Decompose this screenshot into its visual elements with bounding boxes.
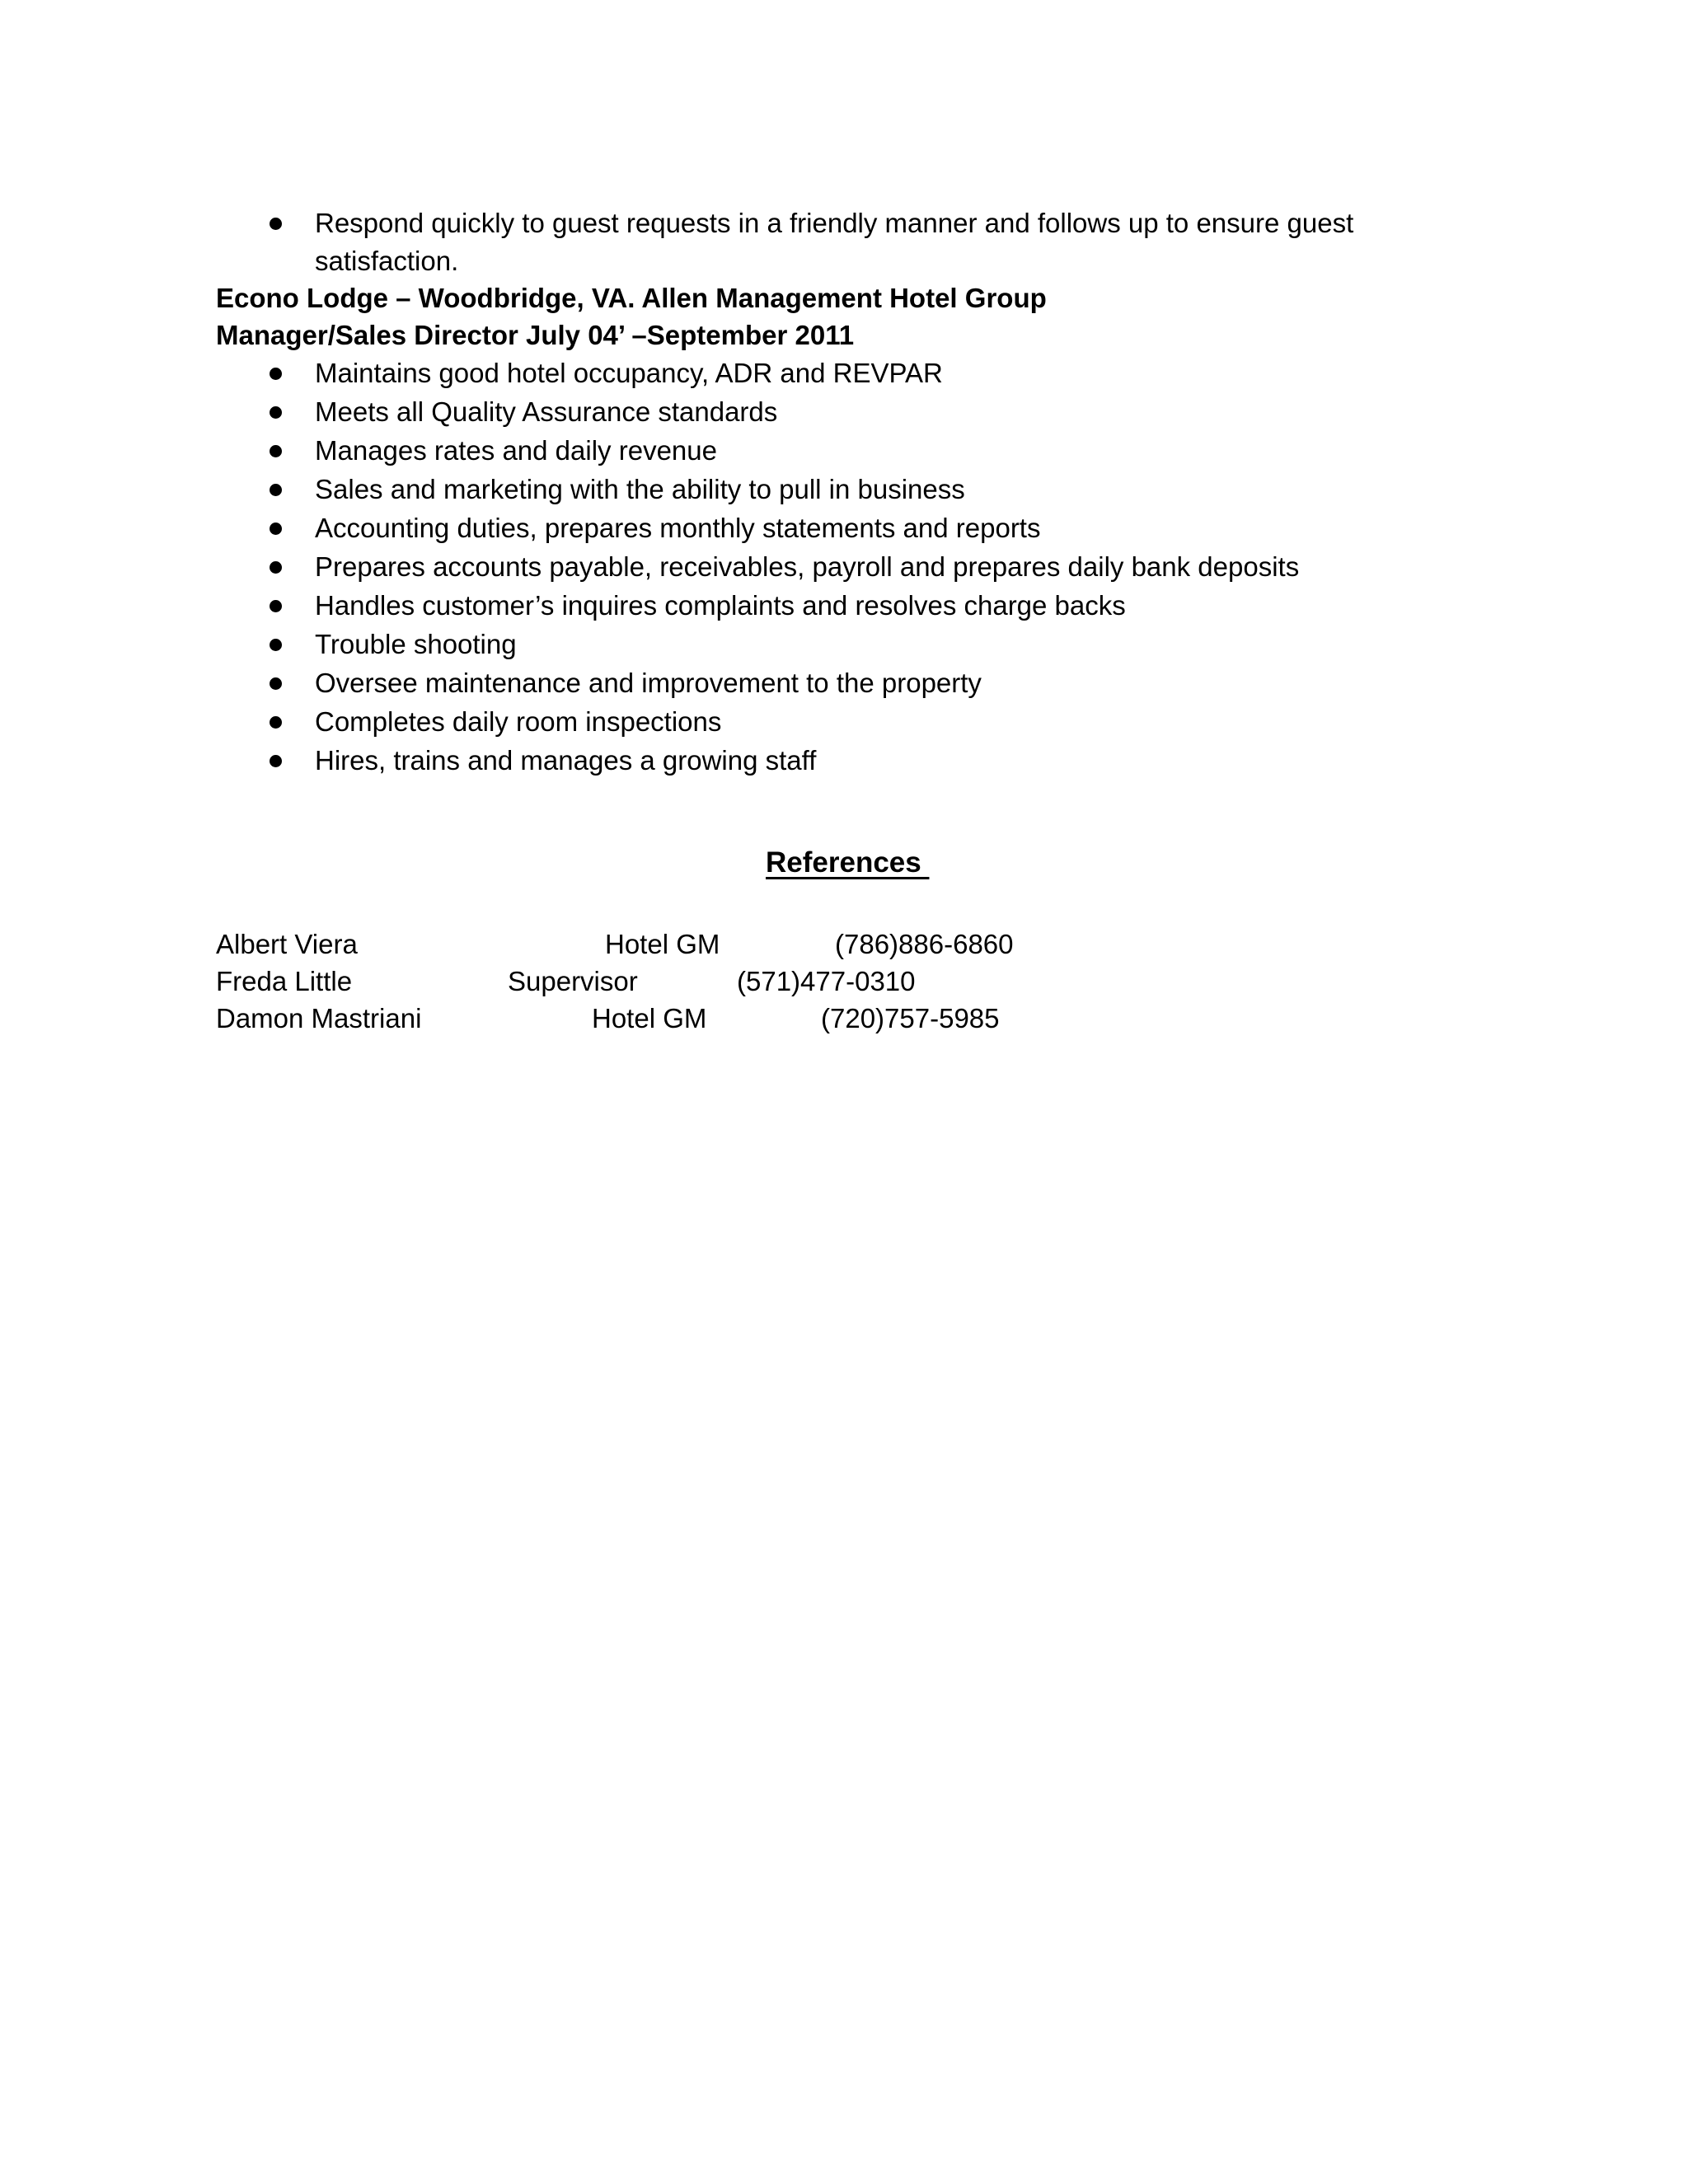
- bullet-text: Trouble shooting: [315, 629, 517, 659]
- bullet-icon: [270, 600, 282, 612]
- bullet-text: Handles customer’s inquires complaints and resolves charge backs: [315, 590, 1126, 621]
- bullet-icon: [270, 561, 282, 574]
- bullet-text: Completes daily room inspections: [315, 706, 722, 737]
- reference-name: Freda Little: [216, 966, 353, 996]
- bullet-text: Manages rates and daily revenue: [315, 435, 717, 466]
- bullet-icon: [270, 445, 282, 457]
- bullet-text: Accounting duties, prepares monthly statements and reports: [315, 513, 1041, 543]
- references-heading: References: [766, 846, 930, 879]
- job-title-dates: Manager/Sales Director July 04’ –September 2011: [216, 320, 855, 350]
- reference-name: Albert Viera: [216, 929, 358, 959]
- bullet-icon: [270, 368, 282, 380]
- bullet-text: Prepares accounts payable, receivables, payroll and prepares daily bank deposits: [315, 551, 1300, 582]
- bullet-text: satisfaction.: [315, 246, 459, 276]
- bullet-icon: [270, 523, 282, 535]
- bullet-text: Sales and marketing with the ability to pull in business: [315, 474, 965, 504]
- bullet-text: Hires, trains and manages a growing staff: [315, 745, 817, 776]
- bullet-icon: [270, 484, 282, 496]
- reference-role: Hotel GM: [605, 929, 720, 959]
- reference-name: Damon Mastriani: [216, 1003, 422, 1033]
- bullet-icon: [270, 716, 282, 729]
- bullet-text: Meets all Quality Assurance standards: [315, 396, 778, 427]
- bullet-text: Oversee maintenance and improvement to the property: [315, 668, 982, 698]
- bullet-icon: [270, 218, 282, 230]
- bullet-icon: [270, 406, 282, 419]
- bullet-text: Maintains good hotel occupancy, ADR and REVPAR: [315, 358, 943, 388]
- reference-phone: (571)477-0310: [737, 966, 916, 996]
- bullet-icon: [270, 639, 282, 651]
- reference-role: Supervisor: [508, 966, 638, 996]
- reference-phone: (720)757-5985: [821, 1003, 1000, 1033]
- reference-role: Hotel GM: [592, 1003, 707, 1033]
- bullet-icon: [270, 677, 282, 690]
- employer-heading: Econo Lodge – Woodbridge, VA. Allen Management Hotel Group: [216, 283, 1047, 313]
- reference-phone: (786)886-6860: [835, 929, 1014, 959]
- bullet-icon: [270, 755, 282, 767]
- bullet-text: Respond quickly to guest requests in a friendly manner and follows up to ensure guest: [315, 208, 1354, 238]
